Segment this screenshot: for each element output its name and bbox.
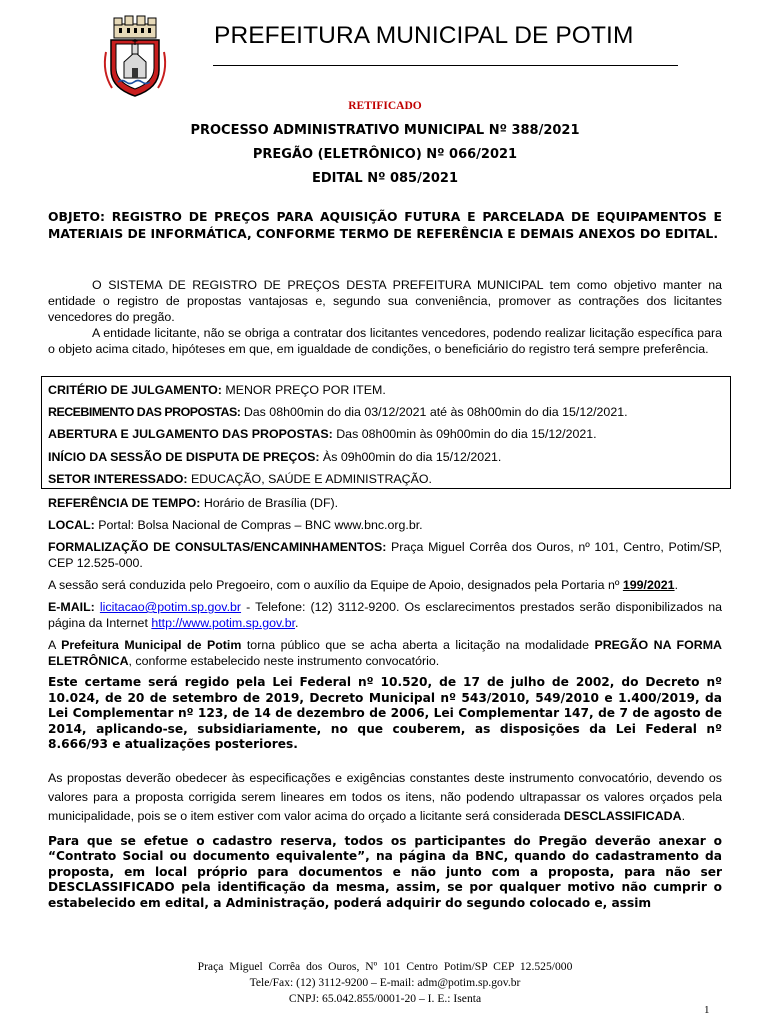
sessao-paragraph [48, 577, 722, 593]
propostas-paragraph [48, 769, 722, 826]
local-label: LOCAL: [48, 518, 95, 532]
page-footer [0, 959, 770, 1007]
edital-title: EDITAL Nº 085/2021 [311, 171, 459, 186]
processo-title: PROCESSO ADMINISTRATIVO MUNICIPAL Nº 388/2021 [190, 123, 580, 138]
referencia-paragraph [48, 495, 722, 511]
header-title: PREFEITURA MUNICIPAL DE POTIM [214, 22, 634, 49]
recebimento-value: Das 08h00min do dia 03/12/2021 até às 08h00min do dia 15/12/2021. [240, 405, 628, 420]
propostas-text: As propostas deverão obedecer às especificações e exigências constantes deste instrumento convocatório, devendo os valores para a proposta corrigida serem lineares em todos os itens, não podendo ultrapassar os valores orçados pela municipalidade, pois se o item estiver com valor acima do orçado a licitante será considerada [48, 770, 722, 823]
aviso-end: , conforme estabelecido neste instrumento convocatório. [128, 654, 440, 668]
portaria-number: 199/2021 [622, 578, 675, 592]
retificado-label: RETIFICADO [348, 100, 422, 112]
intro-section [48, 277, 722, 357]
page-number: 1 [704, 1004, 710, 1016]
aviso-mid: torna público que se acha aberta a licitação na modalidade [241, 638, 595, 652]
email-link[interactable]: licitacao@potim.sp.gov.br [99, 600, 242, 614]
formalizacao-paragraph [48, 539, 722, 571]
site-end: . [295, 616, 299, 630]
criterio-value: MENOR PREÇO POR ITEM. [221, 383, 386, 397]
criterio-label: CRITÉRIO DE JULGAMENTO: [48, 383, 222, 397]
coat-of-arms-icon [100, 12, 170, 100]
setor-value: EDUCAÇÃO, SAÚDE E ADMINISTRAÇÃO. [187, 471, 432, 486]
recebimento-row [48, 401, 724, 423]
local-value: Portal: Bolsa Nacional de Compras – BNC www.bnc.org.br. [94, 518, 423, 532]
recebimento-label: RECEBIMENTO DAS PROPOSTAS: [48, 405, 241, 420]
email-paragraph [48, 599, 722, 631]
aviso-prefeitura: Prefeitura Municipal de Potim [61, 638, 242, 652]
header-divider [213, 65, 678, 66]
setor-row [48, 468, 724, 490]
referencia-label: REFERÊNCIA DE TEMPO: [48, 496, 201, 510]
details-section [48, 495, 722, 917]
footer-contact: Tele/Fax: (12) 3112-9200 – E-mail: adm@potim.sp.gov.br [249, 976, 521, 989]
aviso-paragraph [48, 637, 722, 669]
intro-paragraph-1: O SISTEMA DE REGISTRO DE PREÇOS DESTA PREFEITURA MUNICIPAL tem como objetivo manter na entidade o registro de propostas vantajosas e, segundo sua conveniência, promover as contrações dos licitantes vencedores do pregão. [48, 278, 722, 324]
document-titles [0, 122, 770, 194]
sessao-text: A sessão será conduzida pelo Pregoeiro, com o auxílio da Equipe de Apoio, designados pela Portaria nº [48, 578, 623, 592]
formalizacao-label: FORMALIZAÇÃO DE CONSULTAS/ENCAMINHAMENTOS: [48, 540, 387, 554]
abertura-value: Das 08h00min às 09h00min do dia 15/12/2021. [332, 427, 597, 442]
propostas-desclassificada: DESCLASSIFICADA [563, 808, 682, 823]
pregao-title: PREGÃO (ELETRÔNICO) Nº 066/2021 [252, 147, 518, 162]
footer-address: Praça Miguel Corrêa dos Ouros, Nº 101 Centro Potim/SP CEP 12.525/000 [197, 960, 573, 973]
intro-paragraph-2: A entidade licitante, não se obriga a contratar dos licitantes vencedores, podendo realizar licitação específica para o objeto acima citado, hipóteses em que, em igualdade de condições, o beneficiário do registro terá sempre preferência. [48, 326, 722, 356]
website-link[interactable]: http://www.potim.sp.gov.br [151, 616, 296, 630]
inicio-row [48, 446, 724, 468]
email-label: E-MAIL: [48, 600, 95, 614]
objeto-paragraph: OBJETO: REGISTRO DE PREÇOS PARA AQUISIÇÃO FUTURA E PARCELADA DE EQUIPAMENTOS E MATERIAIS DE INFORMÁTICA, CONFORME TERMO DE REFERÊNCIA E DEMAIS ANEXOS DO EDITAL. [48, 209, 722, 241]
aviso-a: A [48, 638, 62, 652]
propostas-end: . [681, 808, 686, 823]
abertura-label: ABERTURA E JULGAMENTO DAS PROPOSTAS: [48, 427, 333, 442]
formalizacao-value: Praça Miguel Corrêa dos Ouros, nº 101, Centro, Potim/SP, CEP 12.525-000. [48, 540, 722, 570]
schedule-box [41, 376, 731, 489]
referencia-value: Horário de Brasília (DF). [200, 496, 339, 510]
local-paragraph [48, 517, 722, 533]
inicio-value: Às 09h00min do dia 15/12/2021. [319, 449, 502, 464]
criterio-row [48, 379, 724, 401]
footer-cnpj: CNPJ: 65.042.855/0001-20 – I. E.: Isenta [288, 992, 482, 1005]
abertura-row [48, 423, 724, 445]
legal-paragraph: Este certame será regido pela Lei Federal nº 10.520, de 17 de julho de 2002, do Decreto nº 10.024, de 20 de setembro de 2019, Decreto Municipal nº 543/2010, 549/2010 e 1.400/2019, da Lei Complementar nº 123, de 14 de dezembro de 2006, Lei Complementar 147, de 7 de agosto de 2014, aplicando-se, subsidiariamente, no que couberem, as disposições da Lei Federal nº 8.666/93 e atualizações posteriores. [48, 675, 722, 751]
aviso-modalidade: PREGÃO NA FORMA ELETRÔNICA [48, 638, 722, 668]
sessao-end: . [674, 578, 679, 592]
inicio-label: INÍCIO DA SESSÃO DE DISPUTA DE PREÇOS: [48, 449, 320, 464]
cadastro-paragraph: Para que se efetue o cadastro reserva, todos os participantes do Pregão deverão anexar o “Contrato Social ou documento equivalente”, na página da BNC, quando do cadastramento da proposta, em local próprio para documentos e não junto com a proposta, para não ser DESCLASSIFICADO pela identificação da mesma, assim, se por qualquer motivo não cumprir o estabelecido em edital, a Administração, poderá adquirir do segundo colocado e, assim [48, 833, 722, 910]
email-text: - Telefone: (12) 3112-9200. Os esclarecimentos prestados serão disponibilizados na página da Internet [48, 600, 722, 630]
setor-label: SETOR INTERESSADO: [48, 471, 188, 486]
